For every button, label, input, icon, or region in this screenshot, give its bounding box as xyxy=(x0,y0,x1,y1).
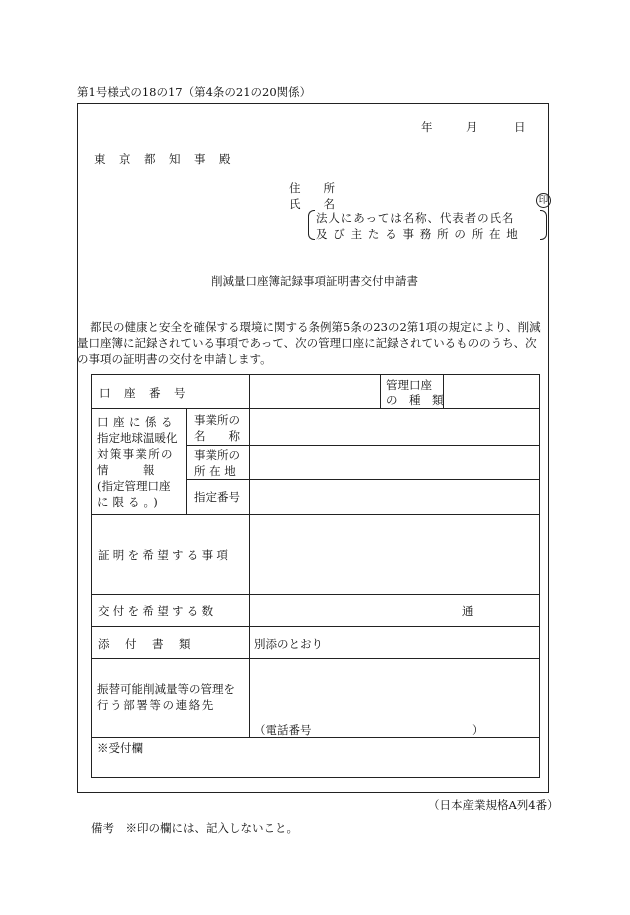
phone-close: ） xyxy=(472,723,484,737)
date-month: 月 xyxy=(466,120,478,134)
column-divider xyxy=(380,374,381,408)
copies-unit: 通 xyxy=(462,604,474,618)
applicant-note-line2: 及び主たる事務所の所在地 xyxy=(316,227,524,241)
note-bracket-right xyxy=(540,210,547,240)
date-day: 日 xyxy=(514,120,526,134)
facility-name-label-1: 事業所の xyxy=(194,413,240,427)
certificate-items-label: 証明を希望する事項 xyxy=(98,548,232,562)
address-label: 住 所 xyxy=(289,181,335,195)
note-bracket-left xyxy=(308,210,315,240)
copies-label: 交付を希望する数 xyxy=(98,604,217,618)
row-divider xyxy=(91,514,540,515)
addressee: 東 京 都 知 事 殿 xyxy=(94,152,232,166)
reception-label: ※受付欄 xyxy=(97,741,143,755)
seal-mark: 印 xyxy=(536,193,551,208)
account-type-label-1: 管理口座 xyxy=(386,378,432,392)
column-divider xyxy=(249,374,250,737)
paper-standard: （日本産業規格A列4番） xyxy=(428,798,559,812)
account-type-label-2: の 種 類 xyxy=(386,393,444,407)
body-line-2: 量口座簿に記録されている事項であって、次の管理口座に記録されているもののうち、次 xyxy=(77,336,537,350)
facility-address-label-1: 事業所の xyxy=(194,448,240,462)
body-line-3: の事項の証明書の交付を申請します。 xyxy=(77,352,272,366)
contact-label-1: 振替可能削減量等の管理を xyxy=(97,682,235,696)
date-year: 年 xyxy=(421,120,433,134)
facility-name-label-2: 名 称 xyxy=(194,429,240,443)
applicant-note-line1: 法人にあっては名称、代表者の氏名 xyxy=(316,211,515,225)
designation-number-label: 指定番号 xyxy=(194,490,240,504)
row-divider xyxy=(186,479,540,480)
form-title: 削減量口座簿記録事項証明書交付申請書 xyxy=(211,274,418,288)
attachments-value: 別添のとおり xyxy=(254,637,323,651)
facility-info-line3: 対策事業所の xyxy=(97,447,174,461)
facility-info-line6: に限る。) xyxy=(97,495,162,509)
facility-info-line2: 指定地球温暖化 xyxy=(97,431,178,445)
row-divider xyxy=(91,658,540,659)
name-label: 氏 名 xyxy=(289,197,335,211)
column-divider xyxy=(186,408,187,514)
row-divider xyxy=(186,445,540,446)
body-line-1: 都民の健康と安全を確保する環境に関する条例第5条の23の2第1項の規定により、削減 xyxy=(90,320,541,334)
contact-label-2: 行う部署等の連絡先 xyxy=(97,698,215,712)
account-number-label: 口 座 番 号 xyxy=(99,386,187,400)
phone-label: （電話番号 xyxy=(254,723,312,737)
row-divider xyxy=(91,594,540,595)
facility-info-line5: (指定管理口座 xyxy=(97,479,171,493)
row-divider xyxy=(91,626,540,627)
facility-info-line1: 口座に係る xyxy=(97,415,177,429)
facility-address-label-2: 所 在 地 xyxy=(194,464,236,478)
row-divider xyxy=(91,408,540,409)
facility-info-line4: 情 報 xyxy=(97,463,155,477)
remarks: 備考 ※印の欄には、記入しないこと。 xyxy=(91,821,298,835)
form-number: 第1号様式の18の17（第4条の21の20関係） xyxy=(77,85,312,99)
attachments-label: 添 付 書 類 xyxy=(98,637,193,651)
